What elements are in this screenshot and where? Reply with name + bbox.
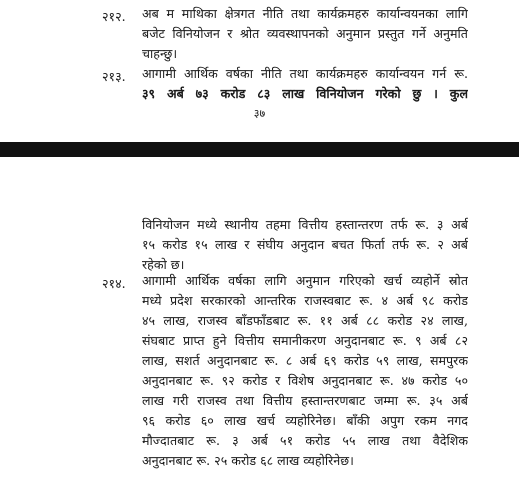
text-line: लाख, सशर्त अनुदानबाट रू. ८ अर्ब ६९ करोड ५९ लाख, समपुरक bbox=[142, 353, 468, 368]
text-line: ३९ अर्ब ७३ करोड ८३ लाख विनियोजन गरेको छु । कुल bbox=[142, 86, 468, 101]
page-number: ३७ bbox=[253, 107, 266, 120]
paragraph-number: २१३. bbox=[102, 69, 126, 84]
text-line: मध्ये प्रदेश सरकारको आन्तरिक राजस्वबाट रू. ४ अर्ब ९८ करोड bbox=[142, 293, 468, 308]
text-line: बजेट विनियोजन र श्रोत व्यवस्थापनको अनुमान प्रस्तुत गर्ने अनुमति bbox=[142, 26, 468, 41]
text-line: लाख गरी राजस्व तथा वित्तीय हस्तान्तरणबाट जम्मा रू. ३५ अर्ब bbox=[142, 393, 468, 408]
paragraph-number: २१२. bbox=[102, 9, 126, 24]
text-line: अब म माथिका क्षेत्रगत नीति तथा कार्यक्रमहरु कार्यान्वयनका लागि bbox=[142, 6, 468, 21]
text-line: १५ करोड १५ लाख र संघीय अनुदान बचत फिर्ता तर्फ रू. २ अर्ब bbox=[142, 237, 468, 252]
text-line: मौज्दातबाट रू. ३ अर्ब ५१ करोड ५५ लाख तथा वैदेशिक bbox=[142, 433, 468, 448]
page-bottom bbox=[0, 157, 519, 477]
text-line: ४५ लाख, राजस्व बाँडफाँडबाट रू. ११ अर्ब ८८ करोड २४ लाख, bbox=[142, 313, 468, 328]
text-line: आगामी आर्थिक वर्षका नीति तथा कार्यक्रमहरु कार्यान्वयन गर्न रू. bbox=[142, 66, 468, 81]
text-line: आगामी आर्थिक वर्षका लागि अनुमान गरिएको खर्च व्यहोर्ने स्रोत bbox=[142, 273, 468, 288]
text-line: संघबाट प्राप्त हुने वित्तीय समानीकरण अनुदानबाट रू. ९ अर्ब ८२ bbox=[142, 333, 468, 348]
paragraph-number: २१४. bbox=[102, 276, 126, 291]
text-line: अनुदानबाट रू. २५ करोड ६८ लाख व्यहोरिनेछ। bbox=[142, 453, 354, 468]
text-line: विनियोजन मध्ये स्थानीय तहमा वित्तीय हस्तान्तरण तर्फ रू. ३ अर्ब bbox=[142, 217, 468, 232]
text-line: ९६ करोड ६० लाख खर्च व्यहोरिनेछ। बाँकी अपुग रकम नगद bbox=[142, 413, 468, 428]
page-top bbox=[0, 0, 519, 142]
text-line: चाहन्छु। bbox=[142, 46, 178, 61]
text-line: रहेको छ। bbox=[142, 257, 185, 272]
page-separator bbox=[0, 142, 519, 157]
text-line: अनुदानबाट रू. ९२ करोड र विशेष अनुदानबाट रू. ४७ करोड ५० bbox=[142, 373, 468, 388]
